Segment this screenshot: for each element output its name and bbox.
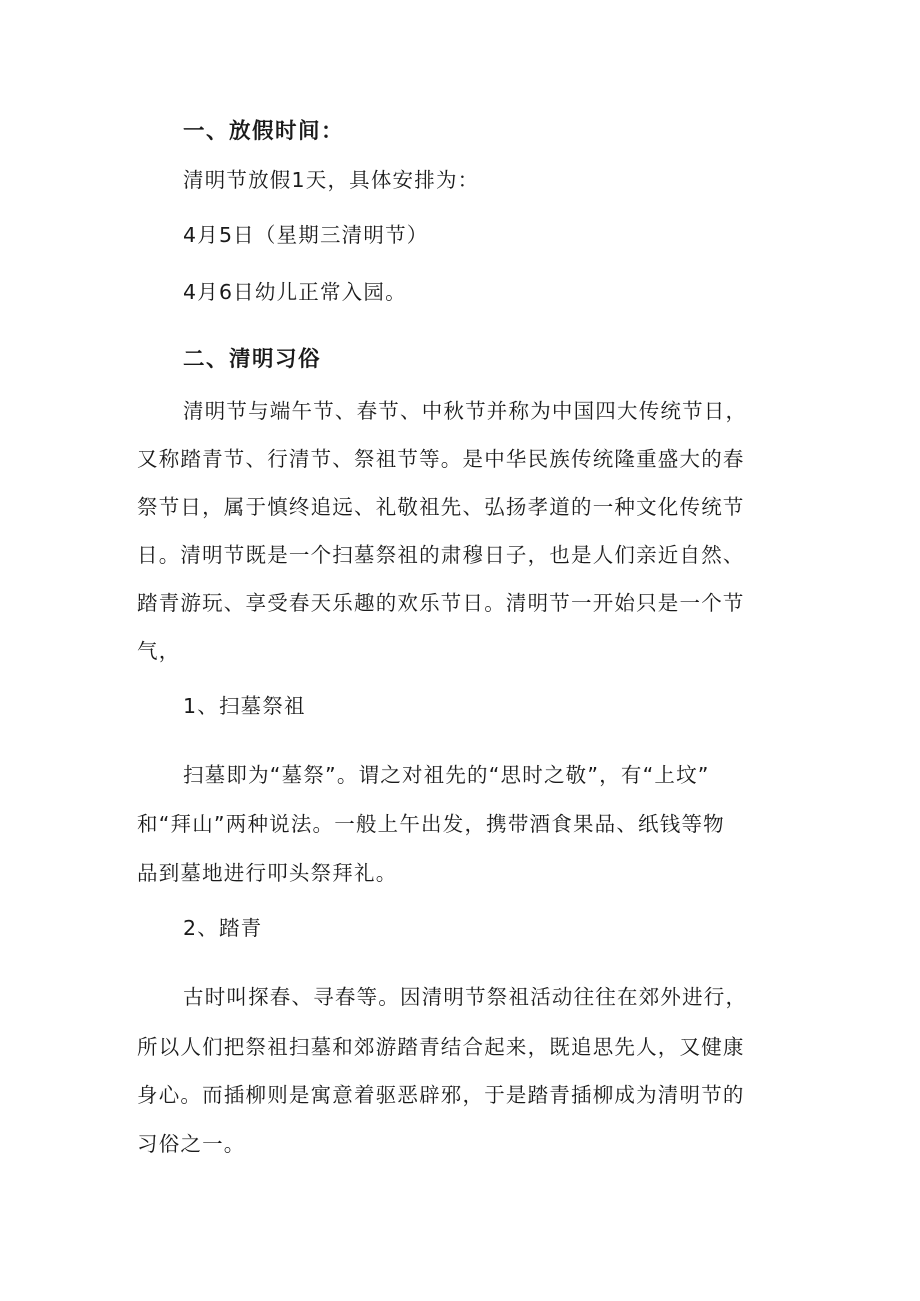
customs-paragraph-line: 踏青游玩、享受春天乐趣的欢乐节日。清明节一开始只是一个节 <box>137 591 745 615</box>
tomb-sweeping-line: 和“拜山”两种说法。一般上午出发，携带酒食果品、纸钱等物 <box>137 812 725 836</box>
section-heading-customs: 二、清明习俗 <box>183 347 322 372</box>
section-heading-holiday-time: 一、放假时间： <box>183 119 345 144</box>
holiday-item-april-6: 4月6日幼儿正常入园。 <box>183 280 407 304</box>
subsection-title-spring-outing: 2、踏青 <box>183 916 263 940</box>
tomb-sweeping-line: 品到墓地进行叩头祭拜礼。 <box>137 861 398 885</box>
spring-outing-line: 身心。而插柳则是寓意着驱恶辟邪，于是踏青插柳成为清明节的 <box>137 1083 745 1107</box>
spring-outing-line: 所以人们把祭祖扫墓和郊游踏青结合起来，既追思先人，又健康 <box>137 1035 745 1059</box>
tomb-sweeping-line: 扫墓即为“墓祭”。谓之对祖先的“思时之敬”，有“上坟” <box>183 763 710 787</box>
holiday-item-april-5: 4月5日（星期三清明节） <box>183 223 429 247</box>
customs-paragraph-line: 祭节日，属于慎终追远、礼敬祖先、弘扬孝道的一种文化传统节 <box>137 495 745 519</box>
subsection-title-tomb-sweeping: 1、扫墓祭祖 <box>183 694 306 718</box>
customs-paragraph-line: 日。清明节既是一个扫墓祭祖的肃穆日子，也是人们亲近自然、 <box>137 543 745 567</box>
spring-outing-line: 古时叫探春、寻春等。因清明节祭祖活动往往在郊外进行， <box>183 985 748 1009</box>
customs-paragraph-line: 气， <box>137 639 181 663</box>
customs-paragraph-line: 清明节与端午节、春节、中秋节并称为中国四大传统节日， <box>183 399 748 423</box>
holiday-intro: 清明节放假1天，具体安排为： <box>183 168 480 192</box>
customs-paragraph-line: 又称踏青节、行清节、祭祖节等。是中华民族传统隆重盛大的春 <box>137 447 745 471</box>
spring-outing-line: 习俗之一。 <box>137 1132 246 1156</box>
